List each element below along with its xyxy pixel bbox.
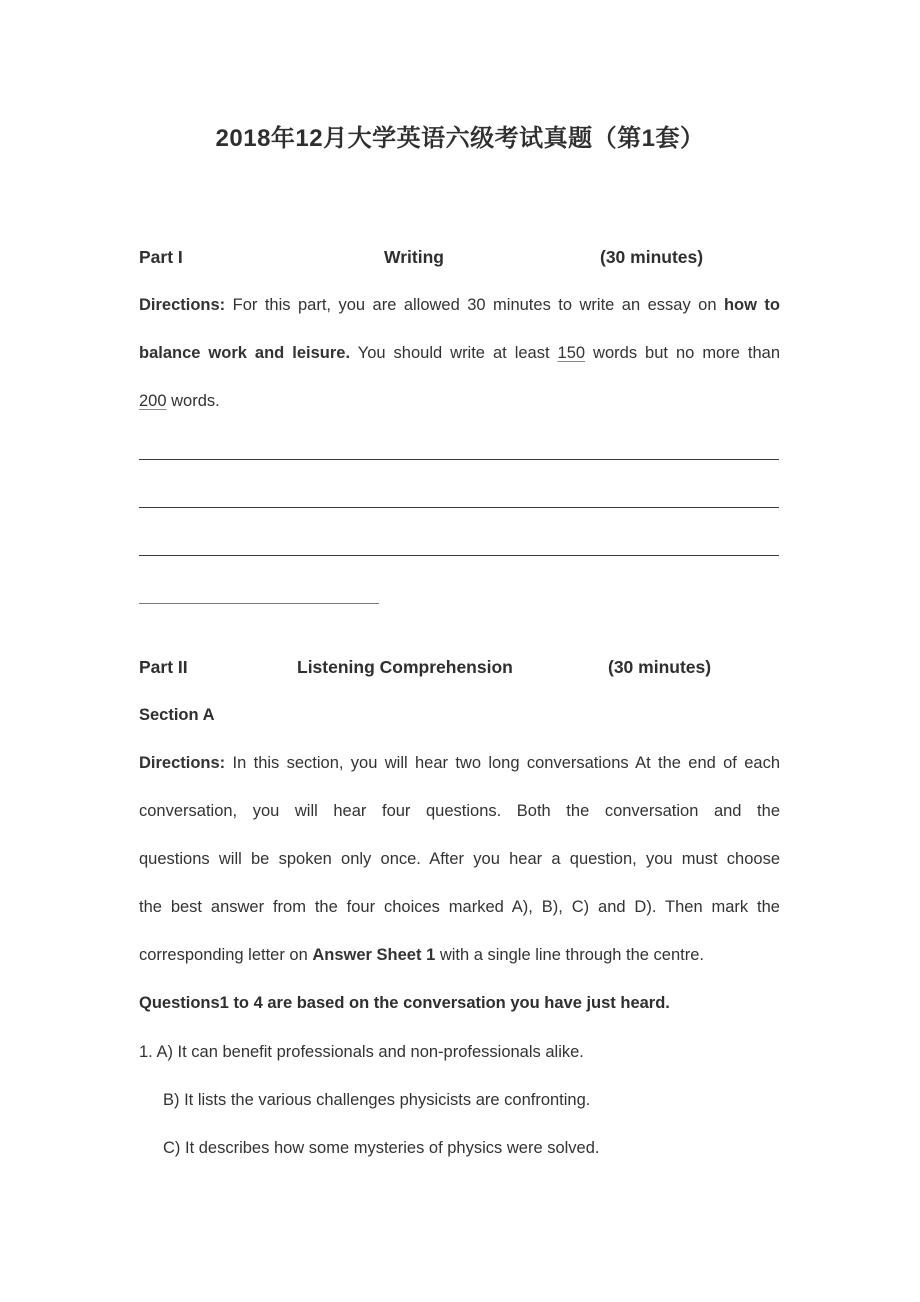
part2-directions-line3: questions will be spoken only once. After you hear a question, you must choose: [139, 850, 780, 868]
part1-directions-line1: Directions: For this part, you are allowed 30 minutes to write an essay on how to: [139, 296, 780, 314]
max-words: 200: [139, 392, 167, 410]
part1-time: (30 minutes): [600, 247, 704, 267]
question-1-option-c: C) It describes how some mysteries of physics were solved.: [163, 1139, 600, 1157]
part1-label: Part I: [139, 247, 183, 267]
question-1-option-b: B) It lists the various challenges physicists are confronting.: [163, 1091, 591, 1109]
part2-name: Listening Comprehension: [297, 657, 513, 677]
question-number: 1.: [139, 1043, 153, 1061]
part2-label: Part II: [139, 657, 188, 677]
part1-heading: [139, 246, 780, 268]
part2-time: (30 minutes): [608, 657, 712, 677]
part1-name: Writing: [384, 247, 444, 267]
part1-directions-line3: 200 words.: [139, 392, 220, 410]
question-1-option-a: 1. A) It can benefit professionals and non-professionals alike.: [139, 1043, 584, 1061]
document-title: 2018年12月大学英语六级考试真题（第1套）: [215, 125, 705, 152]
part2-heading: [139, 656, 780, 678]
answer-sheet-label: Answer Sheet 1: [312, 946, 436, 964]
part1-directions-line2: balance work and leisure. You should write at least 150 words but no more than: [139, 344, 781, 362]
answer-line: [139, 507, 779, 508]
section-a-heading: Section A: [139, 706, 215, 724]
part2-directions-line2: conversation, you will hear four questions. Both the conversation and the: [139, 802, 780, 820]
answer-line: [139, 459, 779, 460]
part2-directions-line4: the best answer from the four choices marked A), B), C) and D). Then mark the: [139, 898, 780, 916]
directions-label: Directions:: [139, 296, 226, 314]
questions-intro: Questions1 to 4 are based on the conversation you have just heard.: [139, 994, 670, 1012]
answer-line: [139, 555, 779, 556]
answer-line-short: [139, 603, 379, 604]
part2-directions-line5: corresponding letter on Answer Sheet 1 with a single line through the centre.: [139, 946, 704, 964]
min-words: 150: [557, 344, 586, 362]
directions-label: Directions:: [139, 754, 226, 772]
part2-directions-line1: Directions: In this section, you will hear two long conversations At the end of each: [139, 754, 780, 772]
